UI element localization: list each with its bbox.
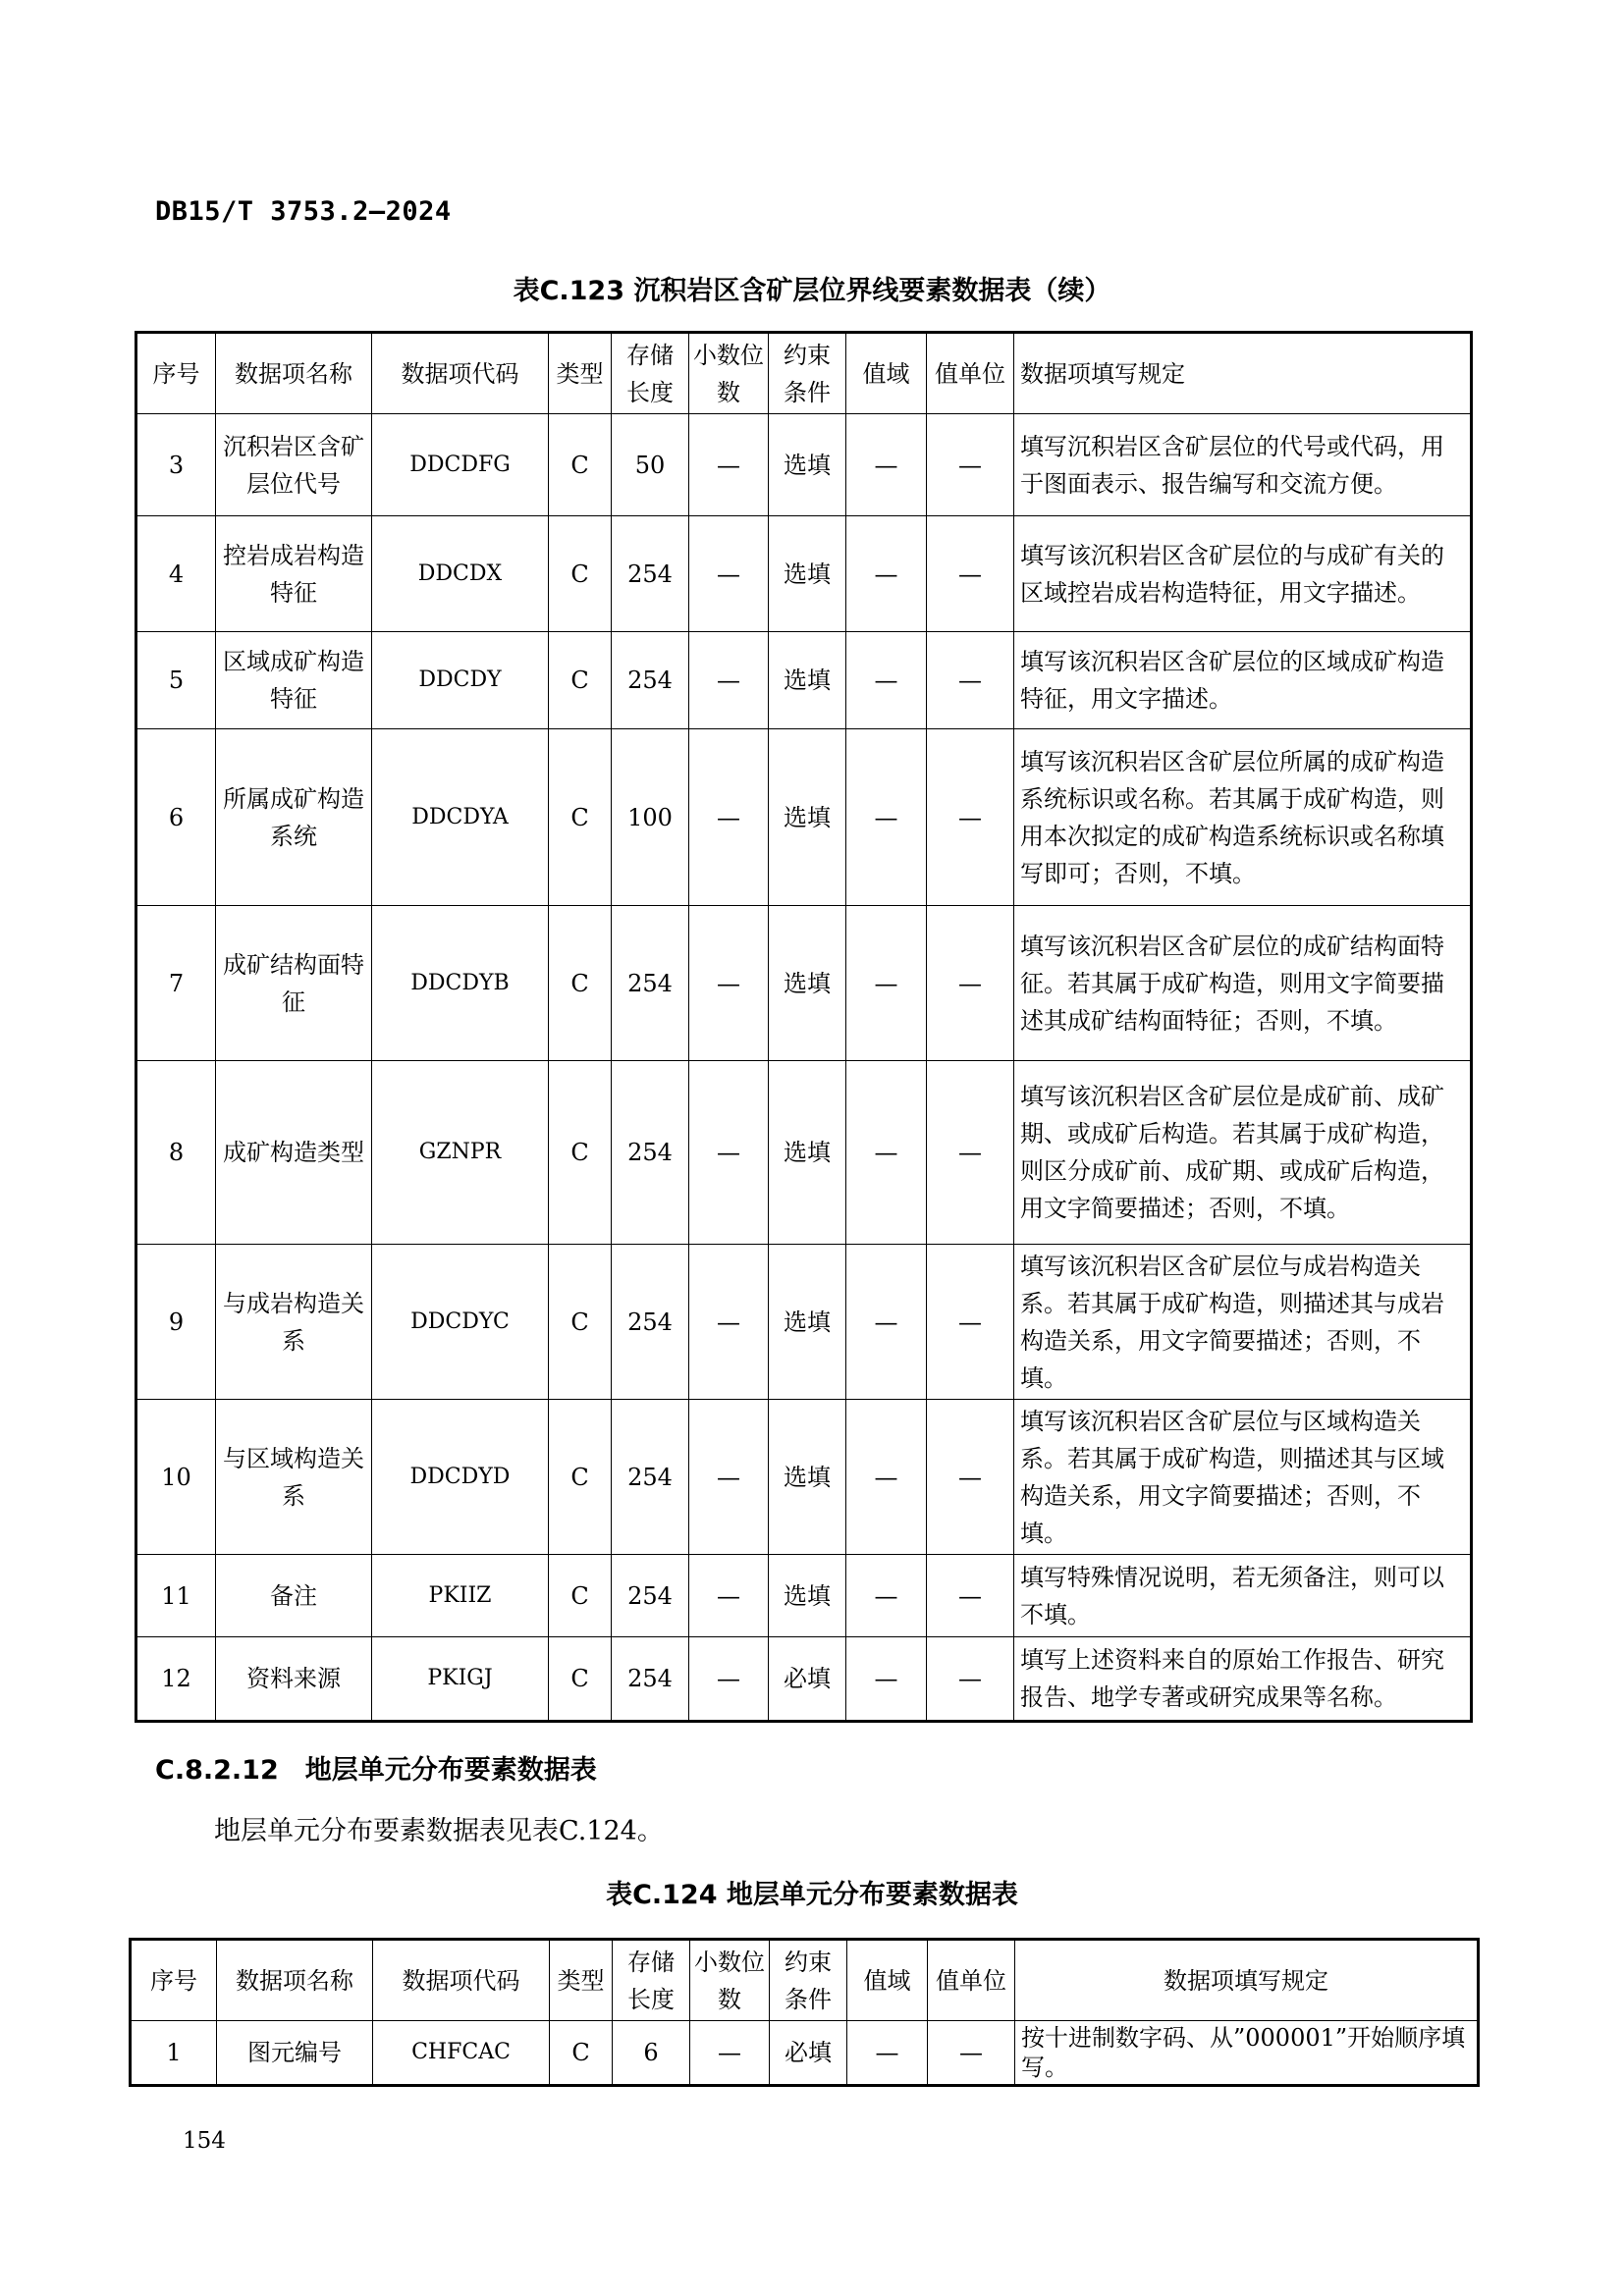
cell-constraint: 选填 bbox=[769, 1400, 846, 1555]
cell-domain: — bbox=[846, 516, 927, 632]
cell-domain: — bbox=[847, 2021, 928, 2086]
cell-length: 254 bbox=[612, 906, 689, 1061]
col-header-no: 序号 bbox=[136, 333, 216, 414]
cell-type: C bbox=[549, 516, 612, 632]
col-header-type: 类型 bbox=[549, 333, 612, 414]
cell-decimals: — bbox=[690, 2021, 770, 2086]
cell-type: C bbox=[549, 1245, 612, 1400]
cell-type: C bbox=[549, 906, 612, 1061]
cell-rule: 填写该沉积岩区含矿层位与成岩构造关系。若其属于成矿构造，则描述其与成岩构造关系，用文字简要描述；否则，不填。 bbox=[1014, 1245, 1472, 1400]
cell-unit: — bbox=[928, 2021, 1015, 2086]
table-row bbox=[136, 1061, 1472, 1245]
cell-domain: — bbox=[846, 1637, 927, 1722]
cell-name: 区域成矿构造特征 bbox=[216, 632, 372, 729]
cell-length: 254 bbox=[612, 1400, 689, 1555]
cell-decimals: — bbox=[689, 632, 769, 729]
cell-code: DDCDYB bbox=[372, 906, 549, 1061]
col-header-constraint: 约束条件 bbox=[769, 333, 846, 414]
col-header-no: 序号 bbox=[131, 1940, 217, 2021]
cell-rule: 填写该沉积岩区含矿层位的与成矿有关的区域控岩成岩构造特征，用文字描述。 bbox=[1014, 516, 1472, 632]
col-header-unit: 值单位 bbox=[928, 1940, 1015, 2021]
cell-no: 12 bbox=[136, 1637, 216, 1722]
cell-type: C bbox=[549, 1061, 612, 1245]
cell-domain: — bbox=[846, 1555, 927, 1637]
cell-decimals: — bbox=[689, 414, 769, 516]
cell-unit: — bbox=[927, 1061, 1014, 1245]
cell-code: GZNPR bbox=[372, 1061, 549, 1245]
cell-name: 沉积岩区含矿层位代号 bbox=[216, 414, 372, 516]
section-heading: C.8.2.12 地层单元分布要素数据表 bbox=[155, 1755, 597, 1786]
table-header-row bbox=[136, 333, 1472, 414]
table-row bbox=[136, 414, 1472, 516]
cell-no: 9 bbox=[136, 1245, 216, 1400]
cell-no: 11 bbox=[136, 1555, 216, 1637]
cell-length: 254 bbox=[612, 1245, 689, 1400]
cell-domain: — bbox=[846, 729, 927, 906]
cell-no: 6 bbox=[136, 729, 216, 906]
col-header-name: 数据项名称 bbox=[217, 1940, 373, 2021]
table-caption-c124: 表C.124 地层单元分布要素数据表 bbox=[606, 1880, 1018, 1910]
cell-code: PKIGJ bbox=[372, 1637, 549, 1722]
cell-no: 3 bbox=[136, 414, 216, 516]
cell-constraint: 选填 bbox=[769, 1061, 846, 1245]
table-row bbox=[136, 1555, 1472, 1637]
cell-no: 4 bbox=[136, 516, 216, 632]
cell-name: 与区域构造关系 bbox=[216, 1400, 372, 1555]
cell-rule: 填写该沉积岩区含矿层位所属的成矿构造系统标识或名称。若其属于成矿构造，则用本次拟定的成矿构造系统标识或名称填写即可；否则，不填。 bbox=[1014, 729, 1472, 906]
table-row bbox=[136, 1637, 1472, 1722]
cell-unit: — bbox=[927, 729, 1014, 906]
cell-decimals: — bbox=[689, 1061, 769, 1245]
cell-unit: — bbox=[927, 1245, 1014, 1400]
cell-constraint: 选填 bbox=[769, 1245, 846, 1400]
document-code: DB15/T 3753.2—2024 bbox=[155, 196, 452, 227]
cell-unit: — bbox=[927, 1400, 1014, 1555]
cell-length: 254 bbox=[612, 516, 689, 632]
col-header-domain: 值域 bbox=[847, 1940, 928, 2021]
cell-type: C bbox=[549, 729, 612, 906]
col-header-decimals: 小数位数 bbox=[689, 333, 769, 414]
table-row bbox=[136, 906, 1472, 1061]
cell-domain: — bbox=[846, 632, 927, 729]
cell-code: DDCDYD bbox=[372, 1400, 549, 1555]
cell-domain: — bbox=[846, 414, 927, 516]
cell-unit: — bbox=[927, 632, 1014, 729]
table-row bbox=[136, 1400, 1472, 1555]
col-header-code: 数据项代码 bbox=[373, 1940, 550, 2021]
cell-unit: — bbox=[927, 414, 1014, 516]
cell-rule: 填写该沉积岩区含矿层位是成矿前、成矿期、或成矿后构造。若其属于成矿构造，则区分成矿前、成矿期、或成矿后构造，用文字简要描述；否则，不填。 bbox=[1014, 1061, 1472, 1245]
cell-no: 5 bbox=[136, 632, 216, 729]
col-header-length: 存储长度 bbox=[613, 1940, 690, 2021]
data-table-c123 bbox=[135, 331, 1473, 1723]
cell-no: 7 bbox=[136, 906, 216, 1061]
cell-rule: 填写该沉积岩区含矿层位的区域成矿构造特征，用文字描述。 bbox=[1014, 632, 1472, 729]
cell-constraint: 必填 bbox=[769, 1637, 846, 1722]
cell-code: DDCDYA bbox=[372, 729, 549, 906]
cell-unit: — bbox=[927, 516, 1014, 632]
cell-code: PKIIZ bbox=[372, 1555, 549, 1637]
cell-no: 1 bbox=[131, 2021, 217, 2086]
cell-type: C bbox=[550, 2021, 613, 2086]
col-header-domain: 值域 bbox=[846, 333, 927, 414]
cell-unit: — bbox=[927, 1555, 1014, 1637]
cell-decimals: — bbox=[689, 906, 769, 1061]
cell-code: CHFCAC bbox=[373, 2021, 550, 2086]
cell-constraint: 必填 bbox=[770, 2021, 847, 2086]
table-row bbox=[136, 632, 1472, 729]
cell-rule: 填写上述资料来自的原始工作报告、研究报告、地学专著或研究成果等名称。 bbox=[1014, 1637, 1472, 1722]
table-header-row bbox=[131, 1940, 1479, 2021]
cell-code: DDCDX bbox=[372, 516, 549, 632]
col-header-unit: 值单位 bbox=[927, 333, 1014, 414]
cell-type: C bbox=[549, 1555, 612, 1637]
cell-length: 6 bbox=[613, 2021, 690, 2086]
cell-decimals: — bbox=[689, 729, 769, 906]
cell-type: C bbox=[549, 1637, 612, 1722]
cell-domain: — bbox=[846, 1245, 927, 1400]
cell-name: 成矿构造类型 bbox=[216, 1061, 372, 1245]
table-row bbox=[136, 1245, 1472, 1400]
table-row bbox=[136, 516, 1472, 632]
cell-domain: — bbox=[846, 906, 927, 1061]
cell-code: DDCDFG bbox=[372, 414, 549, 516]
cell-rule: 按十进制数字码、从”000001”开始顺序填写。 bbox=[1015, 2021, 1479, 2086]
col-header-constraint: 约束条件 bbox=[770, 1940, 847, 2021]
cell-unit: — bbox=[927, 906, 1014, 1061]
col-header-rule: 数据项填写规定 bbox=[1015, 1940, 1479, 2021]
cell-domain: — bbox=[846, 1400, 927, 1555]
col-header-name: 数据项名称 bbox=[216, 333, 372, 414]
cell-type: C bbox=[549, 1400, 612, 1555]
cell-name: 成矿结构面特征 bbox=[216, 906, 372, 1061]
cell-no: 8 bbox=[136, 1061, 216, 1245]
cell-decimals: — bbox=[689, 1555, 769, 1637]
page-number: 154 bbox=[183, 2128, 226, 2154]
cell-decimals: — bbox=[689, 1400, 769, 1555]
cell-rule: 填写该沉积岩区含矿层位与区域构造关系。若其属于成矿构造，则描述其与区域构造关系，用文字简要描述；否则，不填。 bbox=[1014, 1400, 1472, 1555]
col-header-length: 存储长度 bbox=[612, 333, 689, 414]
cell-type: C bbox=[549, 632, 612, 729]
cell-decimals: — bbox=[689, 516, 769, 632]
cell-name: 所属成矿构造系统 bbox=[216, 729, 372, 906]
col-header-rule: 数据项填写规定 bbox=[1014, 333, 1472, 414]
cell-name: 备注 bbox=[216, 1555, 372, 1637]
cell-name: 图元编号 bbox=[217, 2021, 373, 2086]
cell-decimals: — bbox=[689, 1245, 769, 1400]
cell-name: 控岩成岩构造特征 bbox=[216, 516, 372, 632]
cell-no: 10 bbox=[136, 1400, 216, 1555]
section-body-text: 地层单元分布要素数据表见表C.124。 bbox=[214, 1816, 664, 1846]
cell-type: C bbox=[549, 414, 612, 516]
cell-length: 254 bbox=[612, 1061, 689, 1245]
cell-length: 254 bbox=[612, 1637, 689, 1722]
cell-length: 254 bbox=[612, 632, 689, 729]
table-caption-c123: 表C.123 沉积岩区含矿层位界线要素数据表（续） bbox=[513, 276, 1111, 306]
cell-constraint: 选填 bbox=[769, 516, 846, 632]
col-header-decimals: 小数位数 bbox=[690, 1940, 770, 2021]
cell-length: 50 bbox=[612, 414, 689, 516]
cell-rule: 填写沉积岩区含矿层位的代号或代码，用于图面表示、报告编写和交流方便。 bbox=[1014, 414, 1472, 516]
cell-code: DDCDY bbox=[372, 632, 549, 729]
cell-constraint: 选填 bbox=[769, 729, 846, 906]
col-header-code: 数据项代码 bbox=[372, 333, 549, 414]
cell-length: 100 bbox=[612, 729, 689, 906]
cell-domain: — bbox=[846, 1061, 927, 1245]
cell-decimals: — bbox=[689, 1637, 769, 1722]
cell-constraint: 选填 bbox=[769, 414, 846, 516]
cell-name: 资料来源 bbox=[216, 1637, 372, 1722]
data-table-c124 bbox=[129, 1938, 1480, 2087]
cell-constraint: 选填 bbox=[769, 906, 846, 1061]
table-row bbox=[136, 729, 1472, 906]
cell-rule: 填写该沉积岩区含矿层位的成矿结构面特征。若其属于成矿构造，则用文字简要描述其成矿结构面特征；否则，不填。 bbox=[1014, 906, 1472, 1061]
cell-rule: 填写特殊情况说明，若无须备注，则可以不填。 bbox=[1014, 1555, 1472, 1637]
cell-length: 254 bbox=[612, 1555, 689, 1637]
cell-constraint: 选填 bbox=[769, 1555, 846, 1637]
col-header-type: 类型 bbox=[550, 1940, 613, 2021]
cell-unit: — bbox=[927, 1637, 1014, 1722]
cell-name: 与成岩构造关系 bbox=[216, 1245, 372, 1400]
table-row bbox=[131, 2021, 1479, 2086]
cell-constraint: 选填 bbox=[769, 632, 846, 729]
cell-code: DDCDYC bbox=[372, 1245, 549, 1400]
